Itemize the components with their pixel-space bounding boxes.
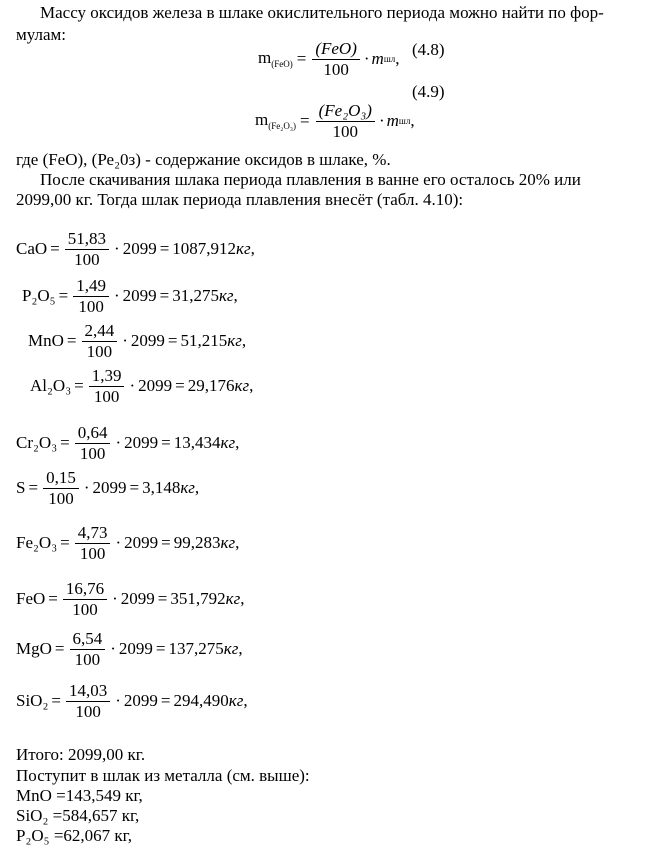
formula-4-9-lhs: $m_{(Fe_2O_3)}$ bbox=[255, 110, 297, 132]
equation-numerator: 0,64 bbox=[75, 424, 111, 444]
equation-fraction bbox=[73, 277, 109, 316]
equation-numerator: 1,39 bbox=[89, 367, 125, 387]
equation-result: 29,176 bbox=[187, 376, 235, 396]
total-line: Итого: 2099,00 кг. bbox=[16, 745, 146, 764]
equation-denominator: 100 bbox=[48, 488, 74, 508]
equation-row: P₂O₅ = $\frac{1,49}{100}$ · 2099 = 31,275 кг , bbox=[22, 276, 238, 316]
equation-unit: кг bbox=[220, 433, 236, 453]
equation-lhs: P₂O₅ bbox=[22, 286, 56, 306]
equation-numerator: 0,15 bbox=[43, 469, 79, 489]
equation-row: S = $\frac{0,15}{100}$ · 2099 = 3,148 кг , bbox=[16, 468, 200, 508]
equation-factor: 2099 bbox=[124, 433, 159, 453]
where-line: где (FeO), (Ре₂0з) - содержание оксидов в шлаке, %. bbox=[16, 150, 391, 169]
equation-punct: , bbox=[238, 639, 243, 659]
equation-factor: 2099 bbox=[92, 478, 127, 498]
equation-fraction bbox=[66, 682, 110, 721]
equation-lhs: Al₂O₃ bbox=[30, 376, 72, 396]
equation-unit: кг bbox=[223, 639, 239, 659]
equation-row: MnO = $\frac{2,44}{100}$ · 2099 = 51,215 кг , bbox=[28, 321, 247, 361]
equation-punct: , bbox=[249, 376, 254, 396]
equation-punct: , bbox=[235, 433, 240, 453]
equation-fraction bbox=[75, 424, 111, 463]
equation-fraction bbox=[63, 580, 107, 619]
equation-factor: 2099 bbox=[124, 533, 159, 553]
equation-lhs: MgO bbox=[16, 639, 52, 659]
equation-denominator: 100 bbox=[79, 443, 106, 463]
equation-factor: 2099 bbox=[120, 589, 155, 609]
equation-result: 351,792 bbox=[170, 589, 226, 609]
intro-line-1: Массу оксидов железа в шлаке окислительного периода можно найти по фор- bbox=[40, 3, 604, 22]
equation-lhs: Fe₂O₃ bbox=[16, 533, 58, 553]
equation-fraction bbox=[75, 524, 111, 563]
equation-punct: , bbox=[250, 239, 255, 259]
metal-item-2: P₂O₅ =62,067 кг, bbox=[16, 826, 132, 845]
equation-denominator: 100 bbox=[79, 543, 106, 563]
equation-row: Al₂O₃ = $\frac{1,39}{100}$ · 2099 = 29,176 кг , bbox=[30, 366, 254, 406]
equation-denominator: 100 bbox=[72, 599, 98, 619]
equation-row: SiO₂ = $\frac{14,03}{100}$ · 2099 = 294,490 кг , bbox=[16, 681, 248, 721]
equation-numerator: 1,49 bbox=[73, 277, 109, 297]
equation-denominator: 100 bbox=[78, 296, 104, 316]
equation-fraction bbox=[65, 230, 109, 269]
equation-fraction bbox=[43, 469, 79, 508]
equation-denominator: 100 bbox=[86, 341, 113, 361]
equation-punct: , bbox=[241, 331, 247, 351]
equation-unit: кг bbox=[227, 331, 242, 351]
equation-result: 3,148 bbox=[142, 478, 181, 498]
equation-row: Fe₂O₃ = $\frac{4,73}{100}$ · 2099 = 99,283 кг , bbox=[16, 523, 240, 563]
equation-denominator: 100 bbox=[75, 701, 101, 721]
equation-numerator: 4,73 bbox=[75, 524, 111, 544]
equation-row: MgO = $\frac{6,54}{100}$ · 2099 = 137,275 кг , bbox=[16, 629, 243, 669]
equation-factor: 2099 bbox=[122, 239, 157, 259]
equation-denominator: 100 bbox=[74, 249, 100, 269]
equation-lhs: S bbox=[16, 478, 26, 498]
equation-result: 1087,912 bbox=[172, 239, 237, 259]
equation-lhs: CaO bbox=[16, 239, 48, 259]
intro-line-2: мулам: bbox=[16, 25, 67, 44]
equation-fraction bbox=[70, 630, 106, 669]
equation-result: 51,215 bbox=[180, 331, 228, 351]
equation-punct: , bbox=[235, 533, 240, 553]
equation-unit: кг bbox=[225, 589, 241, 609]
equation-punct: , bbox=[240, 589, 245, 609]
formula-4-9: $m_{(Fe_2O_3)}$ = $\frac{\text{(Fe₂O₃)}}{100}$ · m шл , bbox=[255, 101, 415, 141]
formula-4-9-fraction: $\frac{\text{(Fe₂O₃)}}{100}$ bbox=[316, 102, 375, 141]
equation-numerator: 14,03 bbox=[66, 682, 110, 702]
equation-factor: 2099 bbox=[123, 691, 158, 711]
equation-result: 137,275 bbox=[168, 639, 224, 659]
equation-factor: 2099 bbox=[138, 376, 173, 396]
equation-lhs: SiO₂ bbox=[16, 691, 49, 711]
equation-unit: кг bbox=[218, 286, 234, 306]
equation-fraction bbox=[82, 322, 118, 361]
equation-row: Cr₂O₃ = $\frac{0,64}{100}$ · 2099 = 13,434 кг , bbox=[16, 423, 240, 463]
equation-unit: кг bbox=[220, 533, 236, 553]
metal-item-0: MnO =143,549 кг, bbox=[16, 786, 143, 805]
equation-unit: кг bbox=[180, 478, 195, 498]
equation-numerator: 51,83 bbox=[65, 230, 109, 250]
equation-row: FeO = $\frac{16,76}{100}$ · 2099 = 351,792 кг , bbox=[16, 579, 245, 619]
equation-result: 99,283 bbox=[173, 533, 221, 553]
equation-punct: , bbox=[243, 691, 248, 711]
equation-lhs: FeO bbox=[16, 589, 46, 609]
equation-factor: 2099 bbox=[118, 639, 153, 659]
equation-punct: , bbox=[194, 478, 200, 498]
equation-result: 31,275 bbox=[172, 286, 219, 306]
equation-row: CaO = $\frac{51,83}{100}$ · 2099 = 1087,912 кг , bbox=[16, 229, 255, 269]
formula-4-8: $m_{(FeO)}$ = $\frac{\text{(FeO)}}{100}$ · m шл , bbox=[258, 39, 400, 79]
equation-factor: 2099 bbox=[130, 331, 165, 351]
equation-punct: , bbox=[233, 286, 238, 306]
equation-fraction bbox=[89, 367, 125, 406]
equation-factor: 2099 bbox=[122, 286, 157, 306]
equation-denominator: 100 bbox=[93, 386, 120, 406]
metal-item-1: SiO₂ =584,657 кг, bbox=[16, 806, 140, 825]
equation-numerator: 2,44 bbox=[82, 322, 118, 342]
equation-unit: кг bbox=[234, 376, 250, 396]
equation-lhs: MnO bbox=[28, 331, 64, 351]
paragraph-line-2: 2099,00 кг. Тогда шлак периода плавления внесёт (табл. 4.10): bbox=[16, 190, 464, 209]
formula-4-8-number: (4.8) bbox=[412, 40, 445, 59]
formula-4-8-fraction: $\frac{\text{(FeO)}}{100}$ bbox=[312, 40, 360, 79]
metal-line: Поступит в шлак из металла (см. выше): bbox=[16, 766, 310, 785]
equation-denominator: 100 bbox=[74, 649, 101, 669]
equation-result: 294,490 bbox=[173, 691, 229, 711]
equation-result: 13,434 bbox=[173, 433, 221, 453]
formula-4-8-lhs: $m_{(FeO)}$ bbox=[258, 48, 293, 70]
equation-unit: кг bbox=[228, 691, 244, 711]
paragraph-line-1: После скачивания шлака периода плавления в ванне его осталось 20% или bbox=[40, 170, 581, 189]
formula-4-9-number: (4.9) bbox=[412, 82, 445, 101]
equation-numerator: 6,54 bbox=[70, 630, 106, 650]
equation-numerator: 16,76 bbox=[63, 580, 107, 600]
equation-lhs: Cr₂O₃ bbox=[16, 433, 58, 453]
equation-unit: кг bbox=[236, 239, 251, 259]
